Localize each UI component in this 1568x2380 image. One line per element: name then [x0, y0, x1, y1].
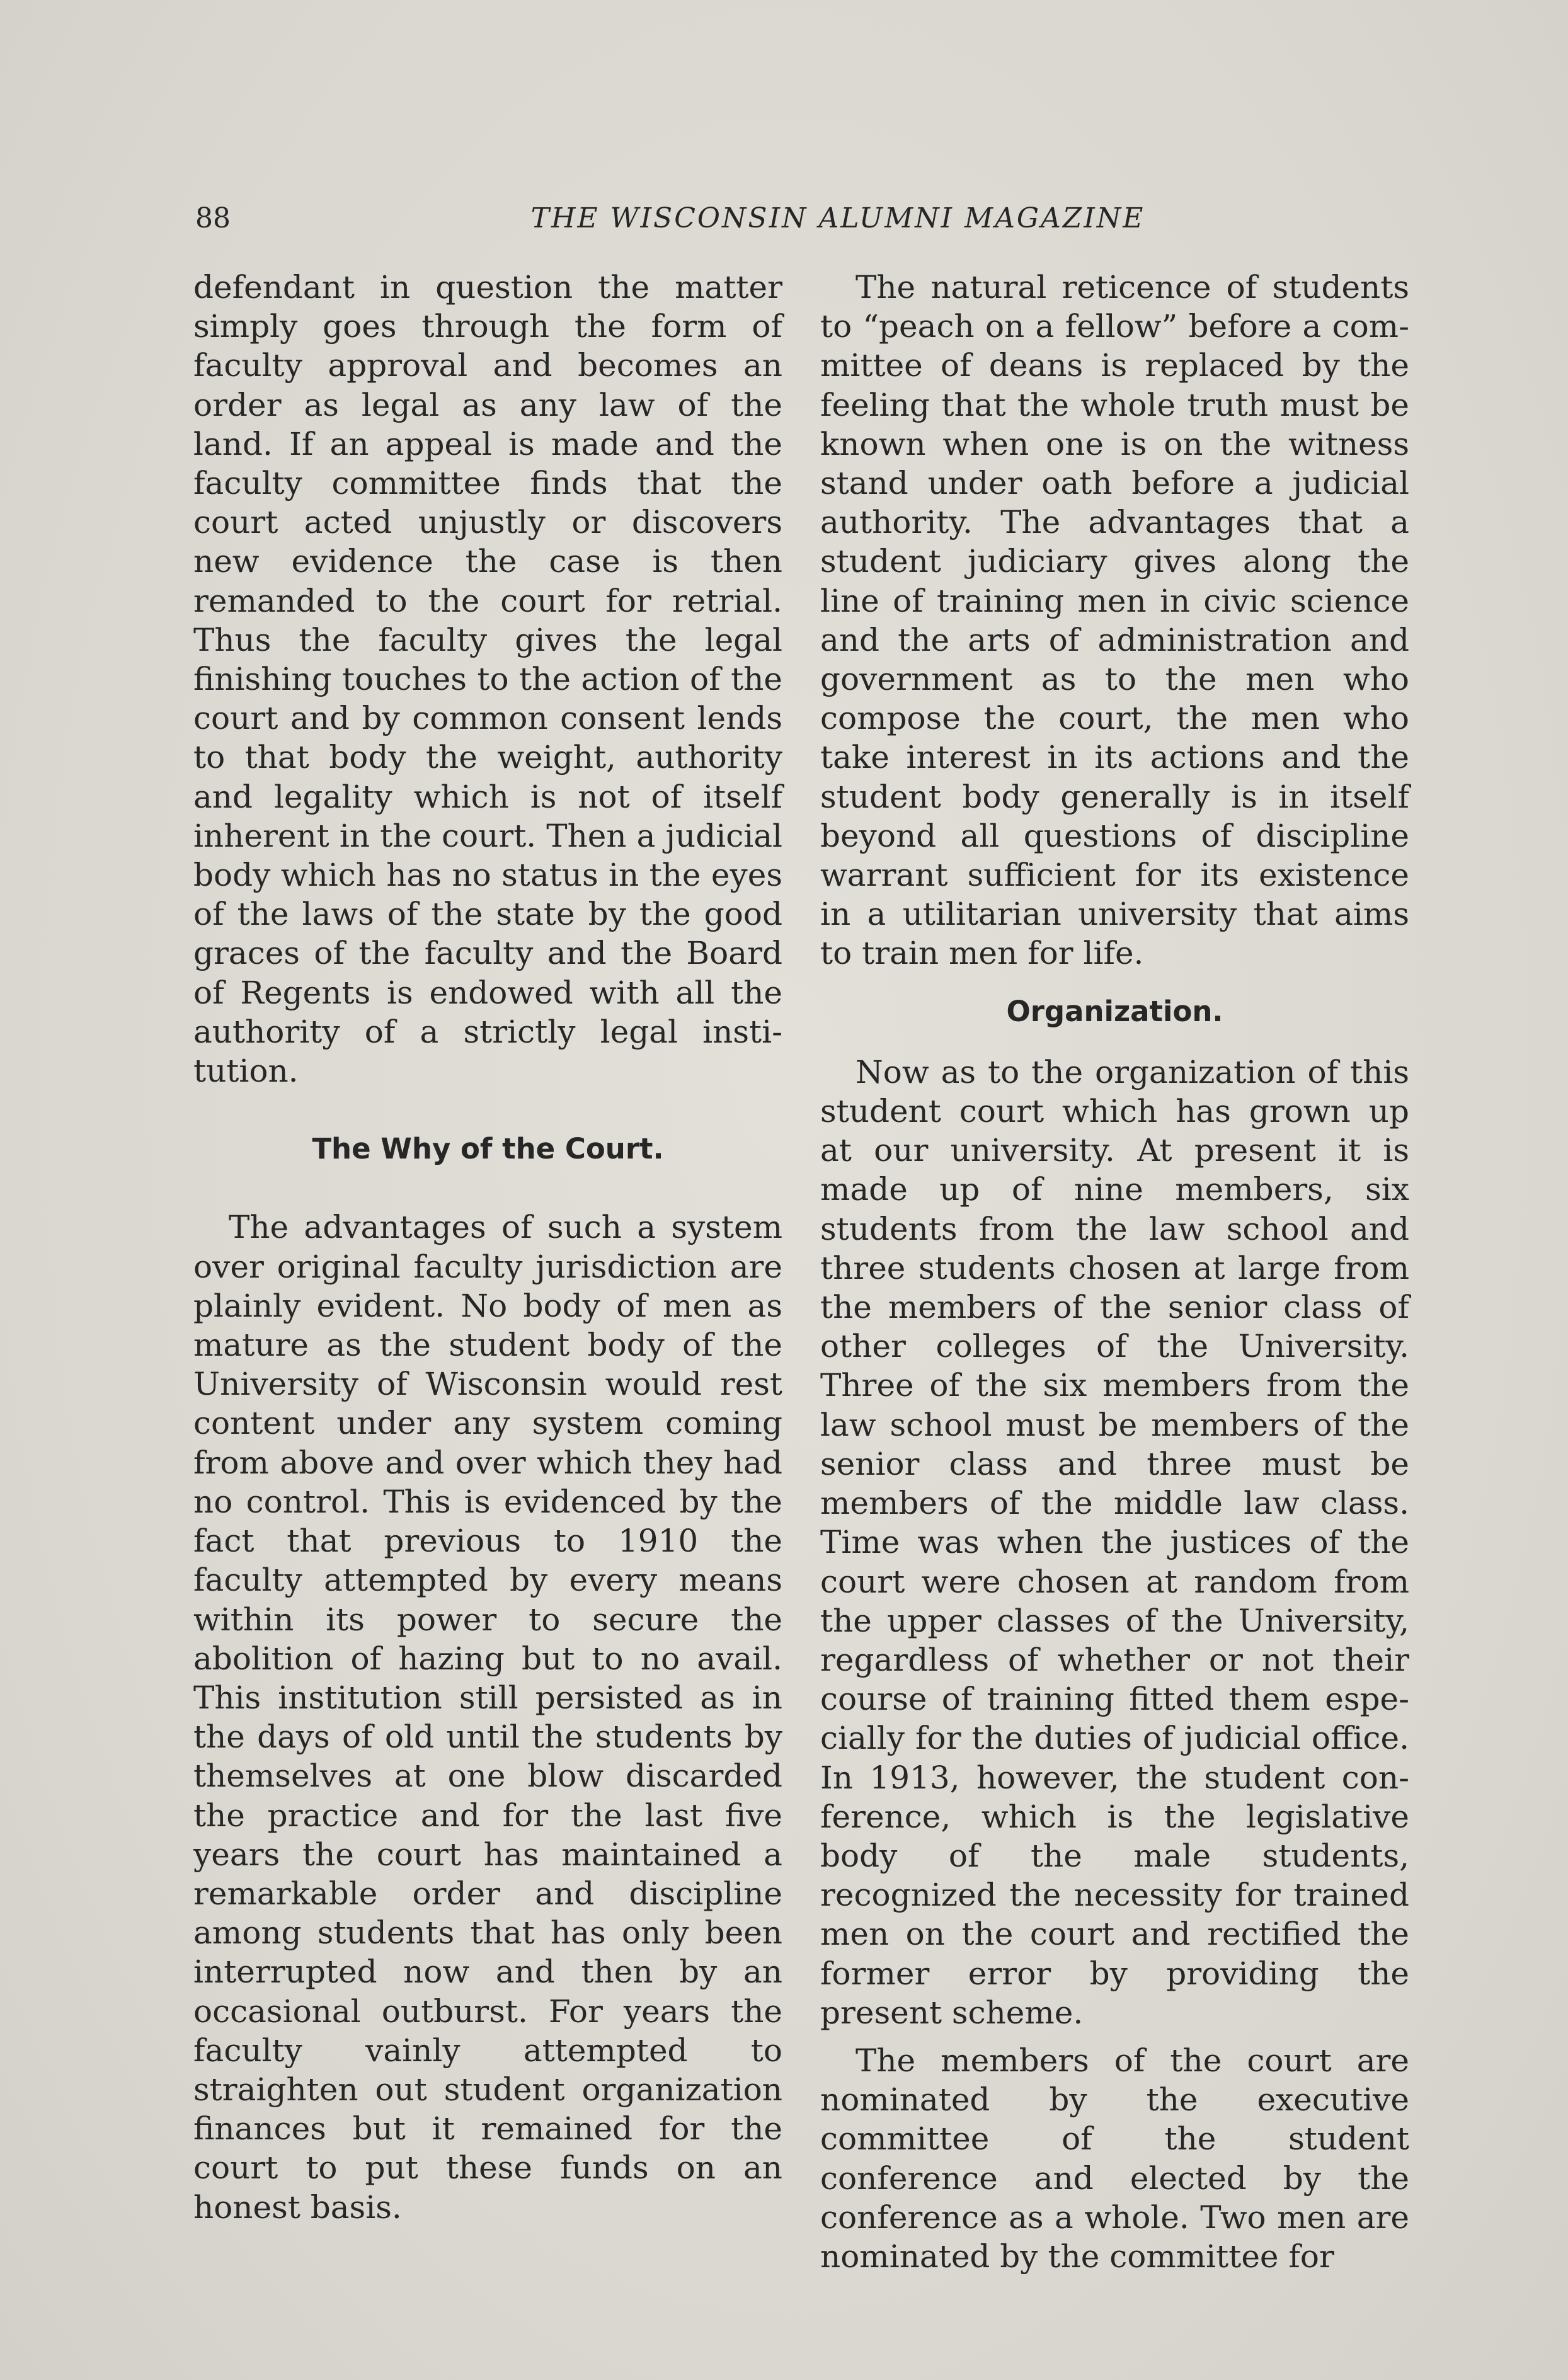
- right-paragraph-2: Now as to the organization of this student court which has grown up at our university. At present it is made up of nine members, six students from the law school and three students chosen at large from the members of the senior class of other colleges of the University. Three of the six members from the law school must be members of the senior class and three must be members of the middle law class. Time was when the justices of the court were chosen at random from the upper classes of the University, regardless of whether or not their course of training fitted them especially for the duties of judicial office. In 1913, however, the student conference, which is the legislative body of the male students, recognized the necessity for trained men on the court and rectified the former error by providing the present scheme.: [820, 1053, 1409, 2031]
- section-heading-why-of-court: The Why of the Court.: [312, 1132, 664, 1166]
- right-column: [820, 268, 1409, 2276]
- running-title: THE WISCONSIN ALUMNI MAGAZINE: [530, 202, 1145, 234]
- left-paragraph-2: The advantages of such a system over original faculty jurisdiction are plainly evident. No body of men as mature as the student body of the University of Wisconsin would rest content under any system coming from above and over which they had no control. This is evidenced by the fact that previous to 1910 the faculty attempted by every means within its power to secure the abolition of hazing but to no avail. This institution still persisted as in the days of old until the students by themselves at one blow discarded the practice and for the last five years the court has maintained a remarkable order and discipline among students that has only been interrupted now and then by an occasional outburst. For years the faculty vainly attempted to straighten out student organization finances but it remained for the court to put these funds on an honest basis.: [193, 1209, 782, 2226]
- section-heading-organization: Organization.: [1006, 994, 1223, 1028]
- right-paragraph-1: The natural reticence of students to “peach on a fellow” before a committee of deans is replaced by the feeling that the whole truth must be known when one is on the witness stand under oath before a judicial authority. The advantages that a student judiciary gives along the line of training men in civic science and the arts of administration and government as to the men who compose the court, the men who take interest in its actions and the student body generally is in itself beyond all questions of discipline warrant sufficient for its existence in a utilitarian university that aims to train men for life.: [820, 269, 1409, 972]
- right-paragraph-3: The members of the court are nominated by the executive committee of the student conference and elected by the conference as a whole. Two men are nominated by the committee for: [820, 2042, 1409, 2275]
- left-column: [193, 268, 782, 2227]
- page-header: [195, 197, 1405, 241]
- left-paragraph-1: defendant in question the matter simply goes through the form of faculty approval and becomes an order as legal as any law of the land. If an appeal is made and the faculty committee finds that the court acted unjustly or discovers new evidence the case is then remanded to the court for retrial. Thus the faculty gives the legal finishing touches to the action of the court and by common consent lends to that body the weight, authority and legality which is not of itself inherent in the court. Then a judicial body which has no status in the eyes of the laws of the state by the good graces of the faculty and the Board of Regents is endowed with all the authority of a strictly legal institution.: [193, 269, 782, 1090]
- page-number: 88: [195, 202, 231, 234]
